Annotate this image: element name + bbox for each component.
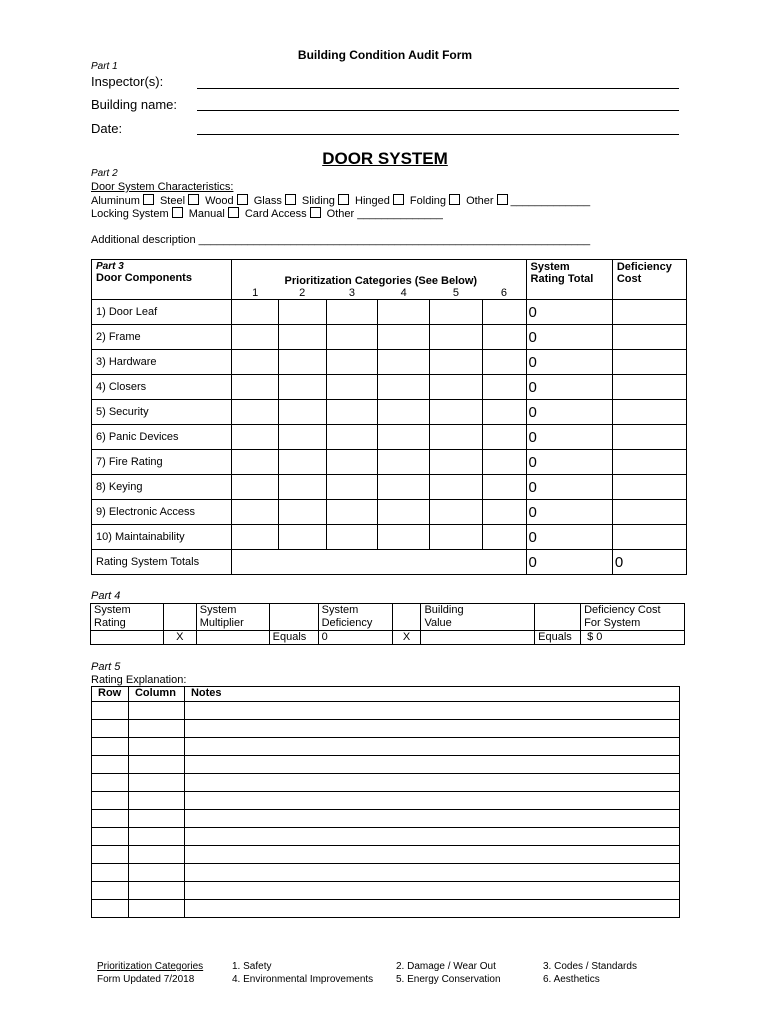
- component-name: 2) Frame: [92, 325, 232, 350]
- rating-total: 0: [526, 350, 612, 375]
- totals-cost: 0: [612, 550, 686, 575]
- notes-column-cell[interactable]: [128, 756, 184, 774]
- component-name: 10) Maintainability: [92, 525, 232, 550]
- notes-row: [92, 702, 680, 720]
- priority-cell[interactable]: [378, 325, 430, 350]
- calc-deficiency-value: 0: [318, 631, 392, 645]
- table-header-row: [92, 260, 687, 288]
- notes-row-cell[interactable]: [92, 900, 129, 918]
- component-row: [92, 500, 687, 525]
- notes-row: [92, 882, 680, 900]
- totals-label: Rating System Totals: [92, 550, 232, 575]
- system-rating-header-2: Rating Total: [530, 273, 594, 285]
- priority-cell[interactable]: [430, 425, 483, 450]
- calc-blank-1: [163, 604, 196, 631]
- priority-cell[interactable]: [430, 350, 483, 375]
- priority-cell[interactable]: [232, 400, 279, 425]
- component-name: 7) Fire Rating: [92, 450, 232, 475]
- notes-column-cell[interactable]: [128, 828, 184, 846]
- deficiency-cost-cell[interactable]: [612, 475, 686, 500]
- notes-text-cell[interactable]: [184, 702, 679, 720]
- footer-c2: 2. Damage / Wear Out: [396, 961, 496, 972]
- deficiency-cost-cell[interactable]: [612, 350, 686, 375]
- calc-blank-4: [535, 604, 581, 631]
- notes-text-cell[interactable]: [184, 846, 679, 864]
- priority-cell[interactable]: [430, 375, 483, 400]
- category-number-2: 2: [278, 287, 326, 300]
- notes-row-cell[interactable]: [92, 810, 129, 828]
- calc-building-value-1: Building: [424, 604, 464, 616]
- priority-cell[interactable]: [278, 300, 326, 325]
- material-steel-label: Steel: [159, 195, 186, 207]
- deficiency-cost-cell[interactable]: [612, 450, 686, 475]
- priority-cell[interactable]: [378, 500, 430, 525]
- priority-cell[interactable]: [482, 325, 526, 350]
- priority-cell[interactable]: [232, 450, 279, 475]
- component-row: [92, 525, 687, 550]
- date-field[interactable]: [197, 134, 679, 135]
- category-number-1: 1: [232, 287, 279, 300]
- notes-column-cell[interactable]: [128, 774, 184, 792]
- calc-cost-header: [581, 604, 685, 631]
- notes-text-cell[interactable]: [184, 900, 679, 918]
- priority-cell[interactable]: [482, 450, 526, 475]
- rating-total: 0: [526, 325, 612, 350]
- prioritization-header: [232, 260, 526, 288]
- calc-system-rating-header: [91, 604, 164, 631]
- part2-label: Part 2: [91, 168, 118, 179]
- components-header: Door Components: [96, 272, 192, 284]
- priority-cell[interactable]: [482, 425, 526, 450]
- notes-text-cell[interactable]: [184, 864, 679, 882]
- priority-cell[interactable]: [430, 500, 483, 525]
- deficiency-header: [612, 260, 686, 300]
- rating-total: 0: [526, 525, 612, 550]
- priority-cell[interactable]: [378, 475, 430, 500]
- component-name: 4) Closers: [92, 375, 232, 400]
- calc-cost-value: $ 0: [581, 631, 685, 645]
- notes-row-cell[interactable]: [92, 738, 129, 756]
- priority-cell[interactable]: [378, 400, 430, 425]
- calc-header-row: [91, 604, 685, 631]
- category-number-5: 5: [430, 287, 483, 300]
- deficiency-header-1: Deficiency: [616, 261, 672, 273]
- material-wood-label: Wood: [205, 195, 234, 207]
- part5-label: Part 5: [91, 661, 121, 673]
- priority-cell[interactable]: [278, 325, 326, 350]
- material-hinged-checkbox[interactable]: [393, 194, 404, 205]
- locking-system-checkbox[interactable]: [172, 207, 183, 218]
- notes-column-cell[interactable]: [128, 900, 184, 918]
- calc-value-row: [91, 631, 685, 645]
- component-row: [92, 375, 687, 400]
- notes-column-cell[interactable]: [128, 702, 184, 720]
- notes-row-cell[interactable]: [92, 846, 129, 864]
- priority-cell[interactable]: [430, 300, 483, 325]
- material-sliding-label: Sliding: [301, 195, 335, 207]
- notes-row: [92, 756, 680, 774]
- notes-text-cell[interactable]: [184, 828, 679, 846]
- notes-row: [92, 864, 680, 882]
- priority-cell[interactable]: [482, 500, 526, 525]
- calc-multiplier-2: Multiplier: [199, 617, 244, 629]
- notes-text-cell[interactable]: [184, 792, 679, 810]
- notes-column-cell[interactable]: [128, 810, 184, 828]
- characteristics-label: Door System Characteristics:: [91, 181, 234, 193]
- component-name: 3) Hardware: [92, 350, 232, 375]
- deficiency-cost-cell[interactable]: [612, 325, 686, 350]
- priority-cell[interactable]: [378, 450, 430, 475]
- category-number-6: 6: [482, 287, 526, 300]
- notes-row-cell[interactable]: [92, 828, 129, 846]
- system-rating-header: [526, 260, 612, 300]
- priority-cell[interactable]: [326, 500, 378, 525]
- priority-cell[interactable]: [326, 300, 378, 325]
- priority-cell[interactable]: [378, 300, 430, 325]
- priority-cell[interactable]: [232, 350, 279, 375]
- priority-cell[interactable]: [232, 325, 279, 350]
- priority-cell[interactable]: [278, 350, 326, 375]
- priority-cell[interactable]: [326, 325, 378, 350]
- inspectors-field[interactable]: [197, 88, 679, 89]
- calc-equals2: Equals: [535, 631, 581, 645]
- rating-explanation-label: Rating Explanation:: [91, 674, 187, 686]
- notes-row: [92, 738, 680, 756]
- component-row: [92, 325, 687, 350]
- calculation-table: [90, 603, 685, 645]
- building-name-field[interactable]: [197, 110, 679, 111]
- component-row: [92, 300, 687, 325]
- part3-label: Part 3: [96, 261, 124, 272]
- priority-cell[interactable]: [482, 375, 526, 400]
- priority-cell[interactable]: [482, 525, 526, 550]
- component-name: 1) Door Leaf: [92, 300, 232, 325]
- deficiency-cost-cell[interactable]: [612, 525, 686, 550]
- priority-cell[interactable]: [482, 400, 526, 425]
- notes-header-row: [92, 687, 680, 702]
- calc-deficiency-2: Deficiency: [321, 617, 373, 629]
- component-name: 8) Keying: [92, 475, 232, 500]
- notes-row-cell[interactable]: [92, 792, 129, 810]
- notes-row-cell[interactable]: [92, 756, 129, 774]
- section-heading: DOOR SYSTEM: [322, 149, 448, 168]
- priority-cell[interactable]: [378, 525, 430, 550]
- inspectors-label: Inspector(s):: [91, 74, 164, 89]
- locking-other-field[interactable]: ______________: [357, 208, 443, 220]
- material-other-label: Other: [466, 195, 494, 207]
- priority-cell[interactable]: [378, 350, 430, 375]
- notes-col-notes: Notes: [184, 687, 679, 702]
- rating-total: 0: [526, 500, 612, 525]
- component-row: [92, 450, 687, 475]
- notes-row-cell[interactable]: [92, 882, 129, 900]
- totals-blank: [232, 550, 526, 575]
- notes-row: [92, 828, 680, 846]
- locking-card-label: Card Access: [244, 208, 307, 220]
- priority-cell[interactable]: [232, 375, 279, 400]
- locking-card-checkbox[interactable]: [310, 207, 321, 218]
- priority-cell[interactable]: [232, 525, 279, 550]
- building-name-label: Building name:: [91, 97, 177, 112]
- notes-table: [91, 686, 680, 918]
- material-glass-label: Glass: [253, 195, 282, 207]
- category-number-3: 3: [326, 287, 378, 300]
- locking-manual-label: Manual: [188, 208, 225, 220]
- notes-row: [92, 792, 680, 810]
- priority-cell[interactable]: [232, 300, 279, 325]
- prioritization-header-text: Prioritization Categories (See Below): [284, 275, 478, 287]
- component-name: 5) Security: [92, 400, 232, 425]
- priority-cell[interactable]: [278, 375, 326, 400]
- notes-text-cell[interactable]: [184, 774, 679, 792]
- notes-column-cell[interactable]: [128, 720, 184, 738]
- priority-cell[interactable]: [326, 475, 378, 500]
- priority-cell[interactable]: [278, 475, 326, 500]
- calc-system-rating-2: Rating: [94, 617, 126, 629]
- calc-multiplier-1: System: [199, 604, 237, 616]
- priority-cell[interactable]: [378, 425, 430, 450]
- priority-cell[interactable]: [482, 350, 526, 375]
- priority-cell[interactable]: [326, 525, 378, 550]
- priority-cell[interactable]: [430, 325, 483, 350]
- calc-blank-2: [269, 604, 318, 631]
- notes-row-cell[interactable]: [92, 720, 129, 738]
- priority-cell[interactable]: [326, 425, 378, 450]
- material-glass-checkbox[interactable]: [285, 194, 296, 205]
- rating-total: 0: [526, 400, 612, 425]
- rating-total: 0: [526, 450, 612, 475]
- component-row: [92, 350, 687, 375]
- footer-c1: 1. Safety: [232, 961, 272, 972]
- notes-row: [92, 810, 680, 828]
- footer-left: [97, 960, 203, 986]
- calc-rating-value[interactable]: [91, 631, 164, 645]
- material-sliding-checkbox[interactable]: [338, 194, 349, 205]
- notes-column-cell[interactable]: [128, 882, 184, 900]
- notes-text-cell[interactable]: [184, 756, 679, 774]
- category-number-4: 4: [378, 287, 430, 300]
- notes-text-cell[interactable]: [184, 738, 679, 756]
- notes-row-cell[interactable]: [92, 864, 129, 882]
- priority-cell[interactable]: [326, 350, 378, 375]
- priority-cell[interactable]: [378, 375, 430, 400]
- totals-row: [92, 550, 687, 575]
- calc-x2: X: [392, 631, 421, 645]
- priority-cell[interactable]: [232, 500, 279, 525]
- locking-other-label: Other: [326, 208, 355, 220]
- footer-c6: 6. Aesthetics: [543, 974, 600, 985]
- priority-cell[interactable]: [326, 400, 378, 425]
- notes-text-cell[interactable]: [184, 882, 679, 900]
- notes-col-row: Row: [92, 687, 129, 702]
- rating-total: 0: [526, 300, 612, 325]
- material-aluminum-label: Aluminum: [91, 195, 140, 207]
- rating-total: 0: [526, 475, 612, 500]
- calc-deficiency-header: [318, 604, 392, 631]
- material-steel-checkbox[interactable]: [188, 194, 199, 205]
- notes-col-column: Column: [128, 687, 184, 702]
- deficiency-cost-cell[interactable]: [612, 500, 686, 525]
- priority-cell[interactable]: [278, 400, 326, 425]
- notes-column-cell[interactable]: [128, 792, 184, 810]
- notes-text-cell[interactable]: [184, 810, 679, 828]
- material-other-checkbox[interactable]: [497, 194, 508, 205]
- form-title: Building Condition Audit Form: [297, 48, 473, 62]
- notes-row-cell[interactable]: [92, 702, 129, 720]
- deficiency-cost-cell[interactable]: [612, 400, 686, 425]
- rating-total: 0: [526, 425, 612, 450]
- deficiency-header-2: Cost: [616, 273, 642, 285]
- priority-cell[interactable]: [326, 450, 378, 475]
- material-row: [91, 194, 590, 207]
- calc-cost-1: Deficiency Cost: [584, 604, 661, 616]
- notes-body: [92, 702, 680, 918]
- calc-deficiency-1: System: [321, 604, 359, 616]
- deficiency-cost-cell[interactable]: [612, 375, 686, 400]
- footer-col1: [232, 960, 373, 986]
- footer-updated: Form Updated 7/2018: [97, 974, 195, 985]
- component-name: 9) Electronic Access: [92, 500, 232, 525]
- notes-row: [92, 774, 680, 792]
- priority-cell[interactable]: [232, 425, 279, 450]
- notes-row: [92, 720, 680, 738]
- calc-blank-3: [392, 604, 421, 631]
- component-row: [92, 475, 687, 500]
- deficiency-cost-cell[interactable]: [612, 300, 686, 325]
- material-folding-label: Folding: [409, 195, 446, 207]
- calc-building-value[interactable]: [421, 631, 535, 645]
- priority-cell[interactable]: [482, 475, 526, 500]
- deficiency-cost-cell[interactable]: [612, 425, 686, 450]
- date-label: Date:: [91, 121, 123, 136]
- locking-row: [91, 207, 443, 220]
- priority-cell[interactable]: [278, 500, 326, 525]
- priority-cell[interactable]: [430, 450, 483, 475]
- notes-text-cell[interactable]: [184, 720, 679, 738]
- notes-row: [92, 900, 680, 918]
- calc-system-rating-1: System: [94, 604, 131, 616]
- priority-cell[interactable]: [278, 450, 326, 475]
- material-hinged-label: Hinged: [355, 195, 390, 207]
- components-table: [91, 259, 687, 575]
- priority-cell[interactable]: [278, 525, 326, 550]
- priority-cell[interactable]: [326, 375, 378, 400]
- calc-multiplier-header: [196, 604, 269, 631]
- priority-cell[interactable]: [232, 475, 279, 500]
- rating-total: 0: [526, 375, 612, 400]
- material-aluminum-checkbox[interactable]: [143, 194, 154, 205]
- notes-row: [92, 846, 680, 864]
- calc-building-value-2: Value: [424, 617, 452, 629]
- components-header-cell: [92, 260, 232, 300]
- material-wood-checkbox[interactable]: [237, 194, 248, 205]
- locking-manual-checkbox[interactable]: [228, 207, 239, 218]
- calc-multiplier-value[interactable]: [196, 631, 269, 645]
- footer-col3: [543, 960, 637, 986]
- calc-x1: X: [163, 631, 196, 645]
- totals-rating: 0: [526, 550, 612, 575]
- priority-cell[interactable]: [430, 475, 483, 500]
- notes-row-cell[interactable]: [92, 774, 129, 792]
- component-row: [92, 425, 687, 450]
- priority-cell[interactable]: [430, 400, 483, 425]
- notes-column-cell[interactable]: [128, 738, 184, 756]
- footer-col2: [396, 960, 501, 986]
- material-other-field[interactable]: _____________: [510, 195, 591, 207]
- system-rating-header-1: System: [530, 261, 570, 273]
- priority-cell[interactable]: [278, 425, 326, 450]
- priority-cell[interactable]: [430, 525, 483, 550]
- components-body: [92, 300, 687, 550]
- component-name: 6) Panic Devices: [92, 425, 232, 450]
- calc-equals1: Equals: [269, 631, 318, 645]
- part1-label: Part 1: [91, 61, 118, 72]
- notes-column-cell[interactable]: [128, 846, 184, 864]
- footer-c3: 3. Codes / Standards: [543, 961, 637, 972]
- part4-label: Part 4: [91, 590, 121, 602]
- calc-building-value-header: [421, 604, 535, 631]
- calc-cost-2: For System: [584, 617, 641, 629]
- material-folding-checkbox[interactable]: [449, 194, 460, 205]
- notes-column-cell[interactable]: [128, 864, 184, 882]
- priority-cell[interactable]: [482, 300, 526, 325]
- component-row: [92, 400, 687, 425]
- additional-description[interactable]: Additional description ________________________________________________________________: [91, 234, 591, 246]
- footer-c4: 4. Environmental Improvements: [232, 974, 374, 985]
- footer-c5: 5. Energy Conservation: [396, 974, 501, 985]
- locking-label: Locking System: [91, 208, 169, 220]
- footer-categories-link: Prioritization Categories: [97, 961, 204, 972]
